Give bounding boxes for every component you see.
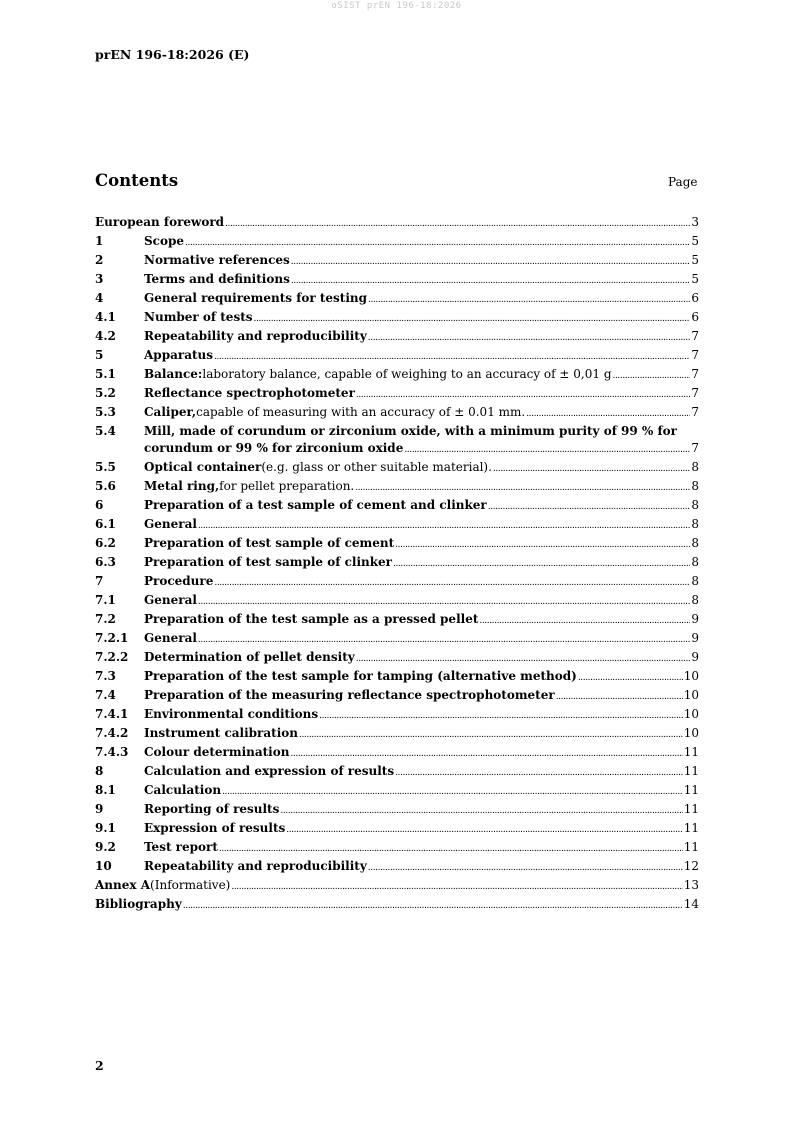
leader-dots: [493, 461, 690, 478]
leader-dots: [479, 613, 690, 630]
toc-entry-9[interactable]: [95, 801, 699, 820]
leader-dots: [198, 594, 690, 611]
toc-entry-4-2[interactable]: [95, 328, 699, 347]
toc-page: 7: [691, 405, 699, 419]
toc-number: 6.3: [95, 555, 116, 569]
leader-dots: [393, 556, 690, 573]
toc-page: 11: [683, 821, 699, 835]
toc-number: 7.4.1: [95, 707, 129, 721]
toc-label: Instrument calibration: [144, 726, 298, 740]
toc-label: Metal ring,: [144, 479, 220, 493]
toc-number: 5.2: [95, 386, 116, 400]
leader-dots: [368, 292, 690, 309]
toc-page: 9: [691, 650, 699, 664]
toc-number: 9.2: [95, 840, 116, 854]
toc-page: 14: [683, 897, 699, 911]
toc-page: 10: [683, 688, 699, 702]
toc-page: 7: [691, 386, 699, 400]
toc-number: 4.1: [95, 310, 116, 324]
toc-label: Balance:: [144, 367, 203, 381]
leader-dots: [290, 746, 682, 763]
leader-dots: [368, 330, 691, 347]
toc-page: 6: [691, 291, 699, 305]
toc-label: Repeatability and reproducibility: [144, 329, 367, 343]
toc-entry-8-1[interactable]: [95, 782, 699, 801]
toc-label-detail: (e.g. glass or other suitable material).: [261, 460, 492, 474]
toc-page: 8: [691, 460, 699, 474]
toc-page: 8: [691, 498, 699, 512]
toc-entry-7-4-3[interactable]: [95, 744, 699, 763]
leader-dots: [214, 575, 690, 592]
toc-label: Repeatability and reproducibility: [144, 859, 367, 873]
toc-number: 5.1: [95, 367, 116, 381]
toc-entry-5[interactable]: [95, 347, 699, 366]
toc-label: Environmental conditions: [144, 707, 319, 721]
leader-dots: [299, 727, 683, 744]
toc-entry-5-4[interactable]: [95, 423, 699, 459]
toc-page: 8: [691, 479, 699, 493]
toc-label-detail: for pellet preparation.: [219, 479, 355, 493]
toc-page: 8: [691, 536, 699, 550]
toc-entry-7-4[interactable]: [95, 687, 699, 706]
toc-label: Colour determination: [144, 745, 290, 759]
toc-entry-9-1[interactable]: [95, 820, 699, 839]
toc-page: 9: [691, 631, 699, 645]
toc-number: 4: [95, 291, 104, 305]
toc-number: 7.2: [95, 612, 116, 626]
page-column-label: Page: [668, 175, 698, 189]
toc-page: 8: [691, 593, 699, 607]
toc-label: Preparation of test sample of clinker: [144, 555, 393, 569]
toc-page: 5: [691, 253, 699, 267]
toc-entry-6-3[interactable]: [95, 554, 699, 573]
leader-dots: [404, 442, 690, 459]
toc-label-detail: capable of measuring with an accuracy of ± 0.01 mm.: [196, 405, 526, 419]
toc-entry-bibliography[interactable]: [95, 896, 699, 915]
toc-number: 5: [95, 348, 104, 362]
toc-entry-4-1[interactable]: [95, 309, 699, 328]
toc-page: 3: [691, 215, 699, 229]
toc-entry-5-3[interactable]: [95, 404, 699, 423]
toc-entry-7-3[interactable]: [95, 668, 699, 687]
toc-number: 7.4.2: [95, 726, 129, 740]
toc-label: Preparation of a test sample of cement and clinker: [144, 498, 487, 512]
toc-entry-7-2-2[interactable]: [95, 649, 699, 668]
toc-label: Normative references: [144, 253, 290, 267]
toc-entry-9-2[interactable]: [95, 839, 699, 858]
toc-entry-5-6[interactable]: [95, 478, 699, 497]
toc-entry-7-1[interactable]: [95, 592, 699, 611]
toc-page: 11: [683, 802, 699, 816]
toc-label: Reporting of results: [144, 802, 280, 816]
toc-label: Determination of pellet density: [144, 650, 355, 664]
toc-page: 11: [683, 764, 699, 778]
leader-dots: [291, 254, 691, 271]
toc-number: 6.2: [95, 536, 116, 550]
toc-page: 12: [683, 859, 699, 873]
toc-number: 6: [95, 498, 104, 512]
leader-dots: [356, 651, 691, 668]
leader-dots: [613, 368, 691, 385]
toc-label: Preparation of the measuring reflectance spectrophotometer: [144, 688, 555, 702]
toc-page: 7: [691, 441, 699, 455]
toc-number: 6.1: [95, 517, 116, 531]
leader-dots: [355, 480, 690, 497]
toc-number: 7.3: [95, 669, 116, 683]
toc-page: 8: [691, 517, 699, 531]
toc-page: 5: [691, 272, 699, 286]
toc-number: 9: [95, 802, 104, 816]
toc-entry-10[interactable]: [95, 858, 699, 877]
toc-page: 9: [691, 612, 699, 626]
toc-entry-7-2[interactable]: [95, 611, 699, 630]
toc-number: 10: [95, 859, 112, 873]
leader-dots: [291, 273, 691, 290]
leader-dots: [488, 499, 691, 516]
toc-entry-7-4-1[interactable]: [95, 706, 699, 725]
toc-entry-6-1[interactable]: [95, 516, 699, 535]
toc-number: 8.1: [95, 783, 116, 797]
leader-dots: [222, 784, 683, 801]
toc-number: 7.4: [95, 688, 116, 702]
toc-page: 11: [683, 783, 699, 797]
toc-entry-7-2-1[interactable]: [95, 630, 699, 649]
toc-number: 5.5: [95, 460, 116, 474]
toc-entry-6[interactable]: [95, 497, 699, 516]
toc-page: 10: [683, 726, 699, 740]
leader-dots: [231, 879, 682, 896]
leader-dots: [198, 632, 690, 649]
toc-page: 11: [683, 840, 699, 854]
toc-label: Optical container: [144, 460, 262, 474]
toc-label: European foreword: [95, 215, 225, 229]
toc-entry-5-1[interactable]: [95, 366, 699, 385]
toc-number: 3: [95, 272, 104, 286]
document-id-header: prEN 196-18:2026 (E): [95, 47, 250, 62]
watermark: oSIST prEN 196-18:2026: [331, 1, 462, 11]
toc-entry-5-2[interactable]: [95, 385, 699, 404]
toc-entry-foreword[interactable]: [95, 214, 699, 233]
toc-entry-6-2[interactable]: [95, 535, 699, 554]
toc-number: 7: [95, 574, 104, 588]
toc-label: Number of tests: [144, 310, 253, 324]
toc-label-detail: laboratory balance, capable of weighing to an accuracy of ± 0,01 g: [202, 367, 612, 381]
toc-number: 4.2: [95, 329, 116, 343]
toc-label: Bibliography: [95, 897, 182, 911]
toc-page: 8: [691, 555, 699, 569]
leader-dots: [280, 803, 682, 820]
toc-label-line1: Mill, made of corundum or zirconium oxide, with a minimum purity of 99 % for: [144, 424, 677, 438]
toc-page: 5: [691, 234, 699, 248]
toc-entry-3[interactable]: [95, 271, 699, 290]
toc-label: General: [144, 517, 197, 531]
leader-dots: [368, 860, 683, 877]
leader-dots: [185, 235, 690, 252]
toc-number: 7.4.3: [95, 745, 129, 759]
leader-dots: [254, 311, 691, 328]
toc-number: 7.2.2: [95, 650, 129, 664]
toc-entry-annex-a[interactable]: [95, 877, 699, 896]
toc-entry-4[interactable]: [95, 290, 699, 309]
toc-entry-1[interactable]: [95, 233, 699, 252]
leader-dots: [225, 216, 690, 233]
toc-number: 5.4: [95, 424, 116, 438]
toc-entry-5-5[interactable]: [95, 459, 699, 478]
toc-label: Test report: [144, 840, 218, 854]
toc-label: General: [144, 631, 197, 645]
toc-label: Scope: [144, 234, 185, 248]
toc-page: 10: [683, 707, 699, 721]
page-number: 2: [95, 1058, 104, 1073]
leader-dots: [214, 349, 690, 366]
contents-heading: Contents: [95, 171, 179, 190]
toc-number: 7.2.1: [95, 631, 129, 645]
toc-label: Preparation of test sample of cement: [144, 536, 395, 550]
toc-page: 8: [691, 574, 699, 588]
toc-page: 13: [683, 878, 699, 892]
toc-number: 5.6: [95, 479, 116, 493]
toc-entry-7-4-2[interactable]: [95, 725, 699, 744]
toc-label: Apparatus: [144, 348, 213, 362]
toc-page: 6: [691, 310, 699, 324]
toc-label: General requirements for testing: [144, 291, 368, 305]
toc-label: Preparation of the test sample as a pressed pellet: [144, 612, 479, 626]
toc-number: 1: [95, 234, 104, 248]
toc-entry-2[interactable]: [95, 252, 699, 271]
toc-entry-8[interactable]: [95, 763, 699, 782]
table-of-contents: [95, 214, 699, 915]
leader-dots: [556, 689, 683, 706]
toc-label: corundum or 99 % for zirconium oxide: [144, 441, 404, 455]
leader-dots: [526, 406, 690, 423]
toc-number: 5.3: [95, 405, 116, 419]
toc-label: Preparation of the test sample for tamping (alternative method): [144, 669, 577, 683]
toc-label-detail: (Informative): [150, 878, 231, 892]
leader-dots: [198, 518, 690, 535]
toc-page: 10: [683, 669, 699, 683]
toc-page: 7: [691, 329, 699, 343]
leader-dots: [319, 708, 683, 725]
toc-number: 2: [95, 253, 104, 267]
toc-label: General: [144, 593, 197, 607]
leader-dots: [578, 670, 683, 687]
toc-label: Reflectance spectrophotometer: [144, 386, 355, 400]
toc-number: 8: [95, 764, 104, 778]
toc-label: Calculation and expression of results: [144, 764, 395, 778]
toc-number: 7.1: [95, 593, 116, 607]
toc-label: Annex A: [95, 878, 151, 892]
toc-label: Expression of results: [144, 821, 286, 835]
leader-dots: [356, 387, 690, 404]
toc-label: Calculation: [144, 783, 222, 797]
toc-label: Caliper,: [144, 405, 197, 419]
toc-label: Terms and definitions: [144, 272, 290, 286]
toc-number: 9.1: [95, 821, 116, 835]
toc-label: Procedure: [144, 574, 214, 588]
leader-dots: [395, 537, 690, 554]
toc-page: 7: [691, 348, 699, 362]
leader-dots: [286, 822, 682, 839]
toc-entry-7[interactable]: [95, 573, 699, 592]
toc-page: 11: [683, 745, 699, 759]
toc-page: 7: [691, 367, 699, 381]
leader-dots: [395, 765, 683, 782]
leader-dots: [183, 898, 683, 915]
leader-dots: [219, 841, 683, 858]
